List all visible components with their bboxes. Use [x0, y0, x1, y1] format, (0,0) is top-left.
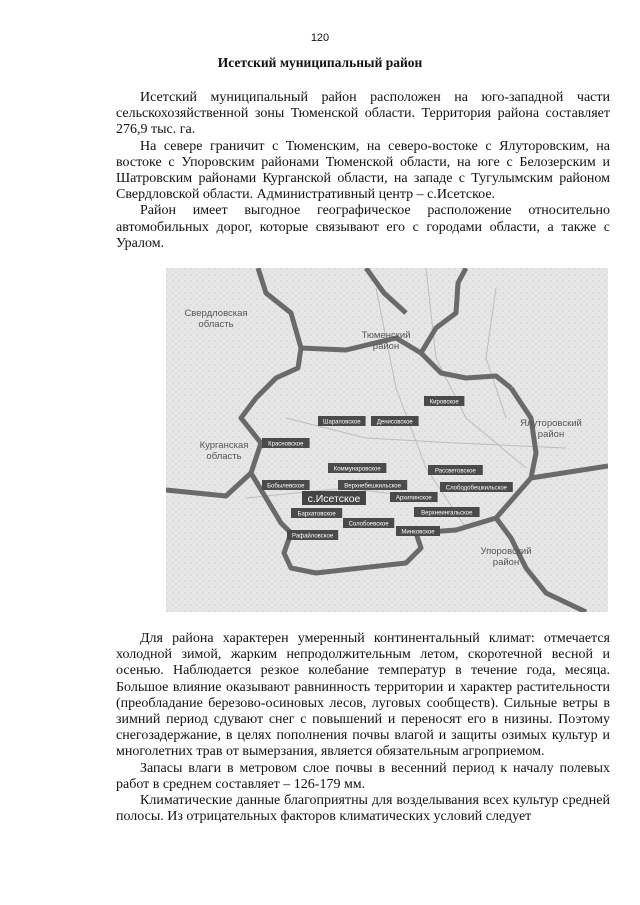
settlement-name: Рафайловское	[292, 533, 334, 540]
settlement-label	[428, 465, 483, 475]
center-label-group	[302, 491, 366, 505]
paragraph: Исетский муниципальный район расположен на юго-западной части сельскохозяйственной зоны Тюменской области. Территория района составляет 276,9 тыс. га.	[116, 90, 610, 138]
settlement-label	[338, 480, 407, 490]
paragraph: Запасы влаги в метровом слое почвы в весенний период к началу полевых работ в среднем составляет – 126-179 мм.	[116, 760, 610, 792]
paragraph: Климатические данные благоприятны для возделывания всех культур средней полосы. Из отрицательных факторов климатических условий следует	[116, 793, 610, 825]
settlement-name: Слободобешкильское	[445, 485, 508, 492]
settlement-name: Шараповское	[323, 419, 361, 426]
climate-text	[116, 631, 610, 825]
settlement-label	[318, 416, 366, 426]
settlement-name: Верхнеингальское	[421, 510, 473, 517]
settlement-label	[291, 508, 342, 518]
settlement-label	[396, 526, 440, 536]
settlement-label	[371, 416, 419, 426]
region-label-sverdlovsk: Свердловская область	[184, 308, 248, 330]
settlement-name: Бобылевское	[267, 483, 305, 490]
paragraph: Район имеет выгодное географическое расположение относительно автомобильных дорог, которые связывают его с городами области, а также с Уралом.	[116, 203, 610, 251]
intro-text	[116, 90, 610, 252]
paragraph: Для района характерен умеренный континентальный климат: отмечается холодной зимой, жарким непродолжительным летом, скоротечной весной и осенью. Наблюдается резкое колебание температур в течение года, месяца. Большое влияние оказывают равнинность территории и характер растительности (преобладание березово-осиновых лесов, луговых сообществ). Сильные ветры в зимний период сдувают снег с повышений и переносят его в низины. Поэтому снегозадержание, в целях пополнения почвы влагой и защиты озимых культур и многолетних трав от вымерзания, является обязательным агроприемом.	[116, 631, 610, 760]
page-number: 120	[310, 32, 330, 44]
settlement-name: Минковское	[401, 529, 435, 536]
region-label-tyumen: Тюменский район	[361, 330, 411, 352]
settlement-label	[424, 396, 464, 406]
settlement-label	[440, 482, 513, 492]
paragraph: На севере граничит с Тюменским, на северо-востоке с Ялуторовским, на востоке с Упоровским районами Тюменской области, на юге с Белозерским и Шатровским районами Курганской области, на западе с Тугулымским районом Свердловской области. Административный центр – с.Исетское.	[116, 138, 610, 203]
settlement-name: Рассветовское	[434, 468, 476, 475]
settlement-name: Архипинское	[395, 495, 432, 502]
settlement-label	[262, 438, 310, 448]
settlement-name: Верхнебешкильское	[344, 483, 401, 490]
region-label-yalutorovsk: Ялуторовский район	[520, 418, 582, 440]
settlement-label	[328, 463, 386, 473]
settlement-name: Солобоевское	[348, 521, 389, 528]
settlement-label	[287, 530, 338, 540]
settlement-label	[262, 480, 310, 490]
settlement-name: Бархатовское	[297, 511, 336, 518]
settlement-label	[343, 518, 394, 528]
settlement-name: Красновское	[268, 441, 304, 448]
settlement-name: Кировское	[429, 399, 459, 406]
settlement-label	[414, 507, 480, 517]
center-label: с.Исетское	[307, 493, 361, 505]
region-label-uporovo: Упоровский район	[480, 546, 532, 568]
region-label-kurgan: Курганская область	[199, 440, 249, 462]
settlement-label	[390, 492, 438, 502]
settlement-name: Денисовское	[376, 419, 413, 426]
page-title: Исетский муниципальный район	[217, 55, 423, 70]
settlement-name: Коммунаровское	[333, 466, 381, 473]
district-map	[166, 268, 608, 612]
